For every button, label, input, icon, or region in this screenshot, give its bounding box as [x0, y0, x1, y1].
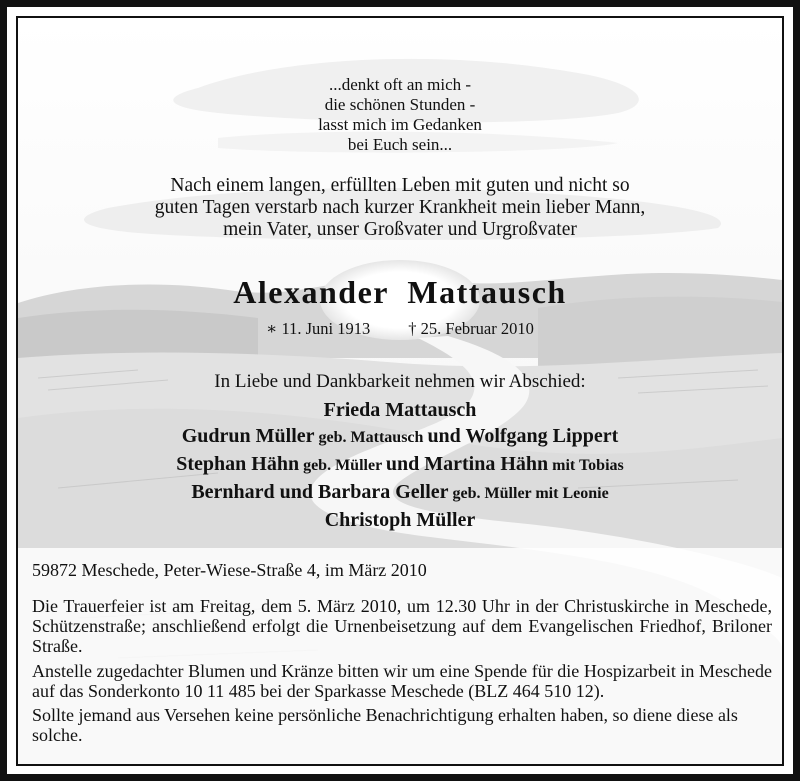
- life-dates: [18, 319, 782, 339]
- announcement-line: guten Tagen verstarb nach kurzer Krankheit mein lieber Mann,: [154, 197, 646, 218]
- mourner-name: und Martina Hähn: [385, 453, 549, 475]
- poem-verse: [18, 75, 782, 155]
- poem-line: bei Euch sein...: [347, 135, 453, 154]
- mourner-name: Frieda Mattausch: [323, 399, 477, 421]
- address-line: 59872 Meschede, Peter-Wiese-Straße 4, im März 2010: [32, 560, 427, 580]
- farewell-line: In Liebe und Dankbarkeit nehmen wir Abschied:: [214, 371, 586, 392]
- mourner-line: [18, 479, 782, 507]
- mourner-line: [18, 451, 782, 479]
- mourner-detail: mit Tobias: [548, 457, 624, 474]
- mourner-detail: geb. Müller mit Leonie: [448, 485, 609, 502]
- announcement-line: Nach einem langen, erfüllten Leben mit guten und nicht so: [170, 175, 630, 196]
- announcement-line: mein Vater, unser Großvater und Urgroßvater: [223, 219, 577, 240]
- mourners-list: [18, 397, 782, 533]
- mourner-line: [18, 397, 782, 423]
- notification-note: Sollte jemand aus Versehen keine persönliche Benachrichtigung erhalten haben, so diene diese als solche.: [32, 705, 738, 745]
- obituary-card: [16, 16, 784, 766]
- poem-line: lasst mich im Gedanken: [318, 115, 482, 134]
- poem-line: ...denkt oft an mich -: [328, 75, 472, 94]
- obituary-content: [18, 18, 782, 764]
- mourner-name: Christoph Müller: [324, 509, 476, 531]
- mourner-name: Bernhard und Barbara Geller: [191, 481, 449, 503]
- mourner-name: Stephan Hähn: [176, 453, 300, 475]
- birth-date: ∗ 11. Juni 1913: [266, 319, 371, 338]
- mourner-detail: geb. Mattausch: [314, 429, 428, 446]
- poem-line: die schönen Stunden -: [324, 95, 476, 114]
- mourner-name: Gudrun Müller: [181, 425, 315, 447]
- death-announcement: [18, 175, 782, 241]
- donation-info: Anstelle zugedachter Blumen und Kränze bitten wir um eine Spende für die Hospizarbeit in Meschede auf das Sonderkonto 10 11 485 bei der Sparkasse Meschede (BLZ 464 510 12).: [32, 661, 772, 701]
- mourner-name: und Wolfgang Lippert: [427, 425, 619, 447]
- death-date: † 25. Februar 2010: [408, 319, 534, 338]
- mourner-line: [18, 507, 782, 533]
- mourner-detail: geb. Müller: [299, 457, 386, 474]
- funeral-info: Die Trauerfeier ist am Freitag, dem 5. März 2010, um 12.30 Uhr in der Christuskirche in Meschede, Schützenstraße; anschließend erfolgt die Urnenbeisetzung auf dem Evangelischen Friedhof, Briloner Straße.: [32, 596, 772, 656]
- mourner-line: [18, 423, 782, 451]
- deceased-name: Alexander Mattausch: [233, 274, 567, 310]
